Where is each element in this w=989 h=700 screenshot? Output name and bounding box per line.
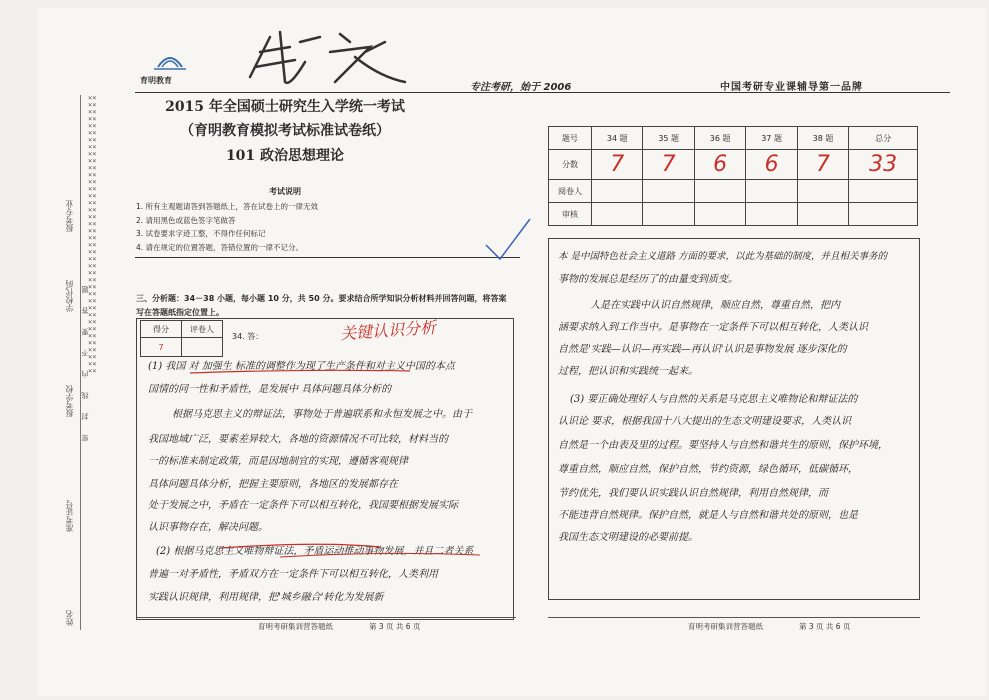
answer-line: 事物的发展总是经历了的由量变到质变。 xyxy=(558,274,738,285)
answer-line: (2) 根据马克思主义唯物辩证法，矛盾运动推动事物发展，并且二者关系 xyxy=(156,546,474,557)
answer-line: 本 是中国特色社会主义道路 方面的要求，以此为基础的制度，并且相关事务的 xyxy=(558,251,888,262)
instruction-item: 4. 请在规定的位置答题，答错位置的一律不记分。 xyxy=(136,242,304,252)
mini-score: 7 xyxy=(141,338,182,357)
answer-line: 节约优先，我们要认识实践认识自然规律，利用自然规律，而 xyxy=(558,488,828,499)
answer-line: 不能违背自然规律。保护自然，就是人与自然和谐共处的原则，也是 xyxy=(558,510,858,521)
footer-left-page: 第 3 页 共 6 页 xyxy=(369,622,421,631)
score-row-label: 审核 xyxy=(549,203,592,226)
footer-left-name: 育明考研集训营答题纸 xyxy=(258,622,333,631)
label-school: 报考学校 xyxy=(65,385,74,417)
question-intro: 三、分析题：34－38 小题，每小题 10 分，共 50 分。要求结合所学知识分析材料并回答问题，将答案写在答题纸指定位置上。 xyxy=(136,294,507,317)
score-header: 35 题 xyxy=(643,127,694,150)
answer-line: 尊重自然，顺应自然，保护自然，节约资源，绿色循环，低碳循环， xyxy=(558,464,858,475)
answer-line: 一的标准来制定政策，而是因地制宜的实现，遵循客观规律 xyxy=(148,456,408,467)
label-major: 报考专业 xyxy=(65,200,74,232)
answer-line: 过程，把认识和实践统一起来。 xyxy=(558,366,698,377)
score-value: 6 xyxy=(746,150,797,180)
exam-subtitle: （育明教育模拟考试标准试卷纸） xyxy=(180,123,390,139)
question-34-label: 34. 答： xyxy=(232,332,264,341)
score-header: 34 题 xyxy=(592,127,643,150)
label-school-code: 学校代码 xyxy=(65,280,74,312)
label-name: 姓名 xyxy=(65,610,74,626)
answer-line: 具体问题具体分析，把握主要原则，各地区的发展都存在 xyxy=(148,479,398,490)
slogan-left: 专注考研，始于 2006 xyxy=(470,82,572,93)
footer-right-page: 第 3 页 共 6 页 xyxy=(799,622,851,631)
total-score: 33 xyxy=(849,150,918,180)
binding-crosses: ×××××××××××××××××××××××××××××××××××××××××××××××××××××××××××××××××××××××××××××××× xyxy=(88,95,97,375)
score-row xyxy=(549,150,918,180)
answer-line: 自然是'实践—认识—再实践—再认识'认识是事物发展 逐步深化的 xyxy=(558,344,847,355)
mini-header-score: 得分 xyxy=(141,321,182,338)
instruction-item: 1. 所有主观题请答到答题纸上，答在试卷上的一律无效 xyxy=(136,202,319,211)
exam-subject: 101 政治思想理论 xyxy=(225,148,345,164)
instructions-rule xyxy=(135,257,520,258)
instructions-title: 考试说明 xyxy=(269,187,301,196)
answer-line: 自然是一个由表及里的过程。要坚持人与自然和谐共生的原则，保护环境， xyxy=(558,440,888,451)
header-rule xyxy=(135,92,950,93)
footer-right-name: 育明考研集训营答题纸 xyxy=(688,622,763,631)
score-row-label: 分数 xyxy=(549,150,592,180)
score-value: 7 xyxy=(592,150,643,180)
seal-line-text: 密 封 线 内 不 要 答 题 xyxy=(81,280,89,442)
answer-line: 根据马克思主义的辩证法，事物处于普遍联系和永恒发展之中。由于 xyxy=(172,409,472,420)
check-mark-icon xyxy=(478,215,538,265)
red-underline-marks xyxy=(180,365,510,565)
grader-row xyxy=(549,180,918,203)
score-value: 7 xyxy=(797,150,848,180)
exam-title: 2015 年全国硕士研究生入学统一考试 xyxy=(165,99,405,115)
slogan-right: 中国考研专业课辅导第一品牌 xyxy=(720,82,863,93)
footer-right xyxy=(688,621,850,632)
footer-rule-right xyxy=(548,617,920,618)
grader-red-note: 关键认识分析 xyxy=(339,317,437,344)
answer-line: 我国生态文明建设的必要前提。 xyxy=(558,532,698,543)
score-value: 6 xyxy=(694,150,745,180)
answer-line: 我国地域广泛，要素差异较大，各地的资源情况不可比较，材料当的 xyxy=(148,434,448,445)
handwritten-signature xyxy=(230,22,420,92)
score-table xyxy=(548,126,918,226)
score-header-row xyxy=(549,127,918,150)
answer-line: (1) 我国 对 加强生 标准的调整作为现了生产条件和对主义中国的本点 xyxy=(148,361,455,372)
score-header: 题号 xyxy=(549,127,592,150)
footer-rule-left xyxy=(136,617,516,618)
grading-mini-table xyxy=(140,320,223,357)
instruction-item: 2. 请用黑色或蓝色签字笔做答 xyxy=(136,215,236,225)
footer-left xyxy=(258,621,420,632)
answer-line: 涵要求纳入到工作当中。是事物在一定条件下可以相互转化，人类认识 xyxy=(558,322,868,333)
review-row xyxy=(549,203,918,226)
score-header: 38 题 xyxy=(797,127,848,150)
logo-text: 育明教育 xyxy=(140,76,172,85)
answer-line: 普遍一对矛盾性，矛盾双方在一定条件下可以相互转化，人类利用 xyxy=(148,569,438,580)
score-header: 37 题 xyxy=(746,127,797,150)
label-exam-number: 准考证号 xyxy=(65,500,74,532)
score-row-label: 阅卷人 xyxy=(549,180,592,203)
answer-line: 认识论 要求，根据我国十八大提出的生态文明建设要求，人类认识 xyxy=(558,416,852,427)
answer-line: 认识事物存在，解决问题。 xyxy=(148,522,268,533)
answer-line: (3) 要正确处理好人与自然的关系是马克思主义唯物论和辩证法的 xyxy=(570,394,858,405)
mini-header-grader: 评卷人 xyxy=(182,321,223,338)
score-header: 总分 xyxy=(849,127,918,150)
answer-line: 人是在实践中认识自然规律，顺应自然，尊重自然，把内 xyxy=(590,300,840,311)
answer-line: 处于发展之中，矛盾在一定条件下可以相互转化，我国要根据发展实际 xyxy=(148,500,458,511)
instruction-item: 3. 试卷要求字迹工整，不得作任何标记 xyxy=(136,229,266,238)
answer-line: 国情的同一性和矛盾性，是发展中 具体问题具体分析的 xyxy=(148,384,392,395)
answer-line: 实践认识规律，利用规律，把'城乡融合'转化为发展新 xyxy=(148,592,384,603)
score-header: 36 题 xyxy=(694,127,745,150)
instructions-list xyxy=(136,200,318,254)
score-value: 7 xyxy=(643,150,694,180)
